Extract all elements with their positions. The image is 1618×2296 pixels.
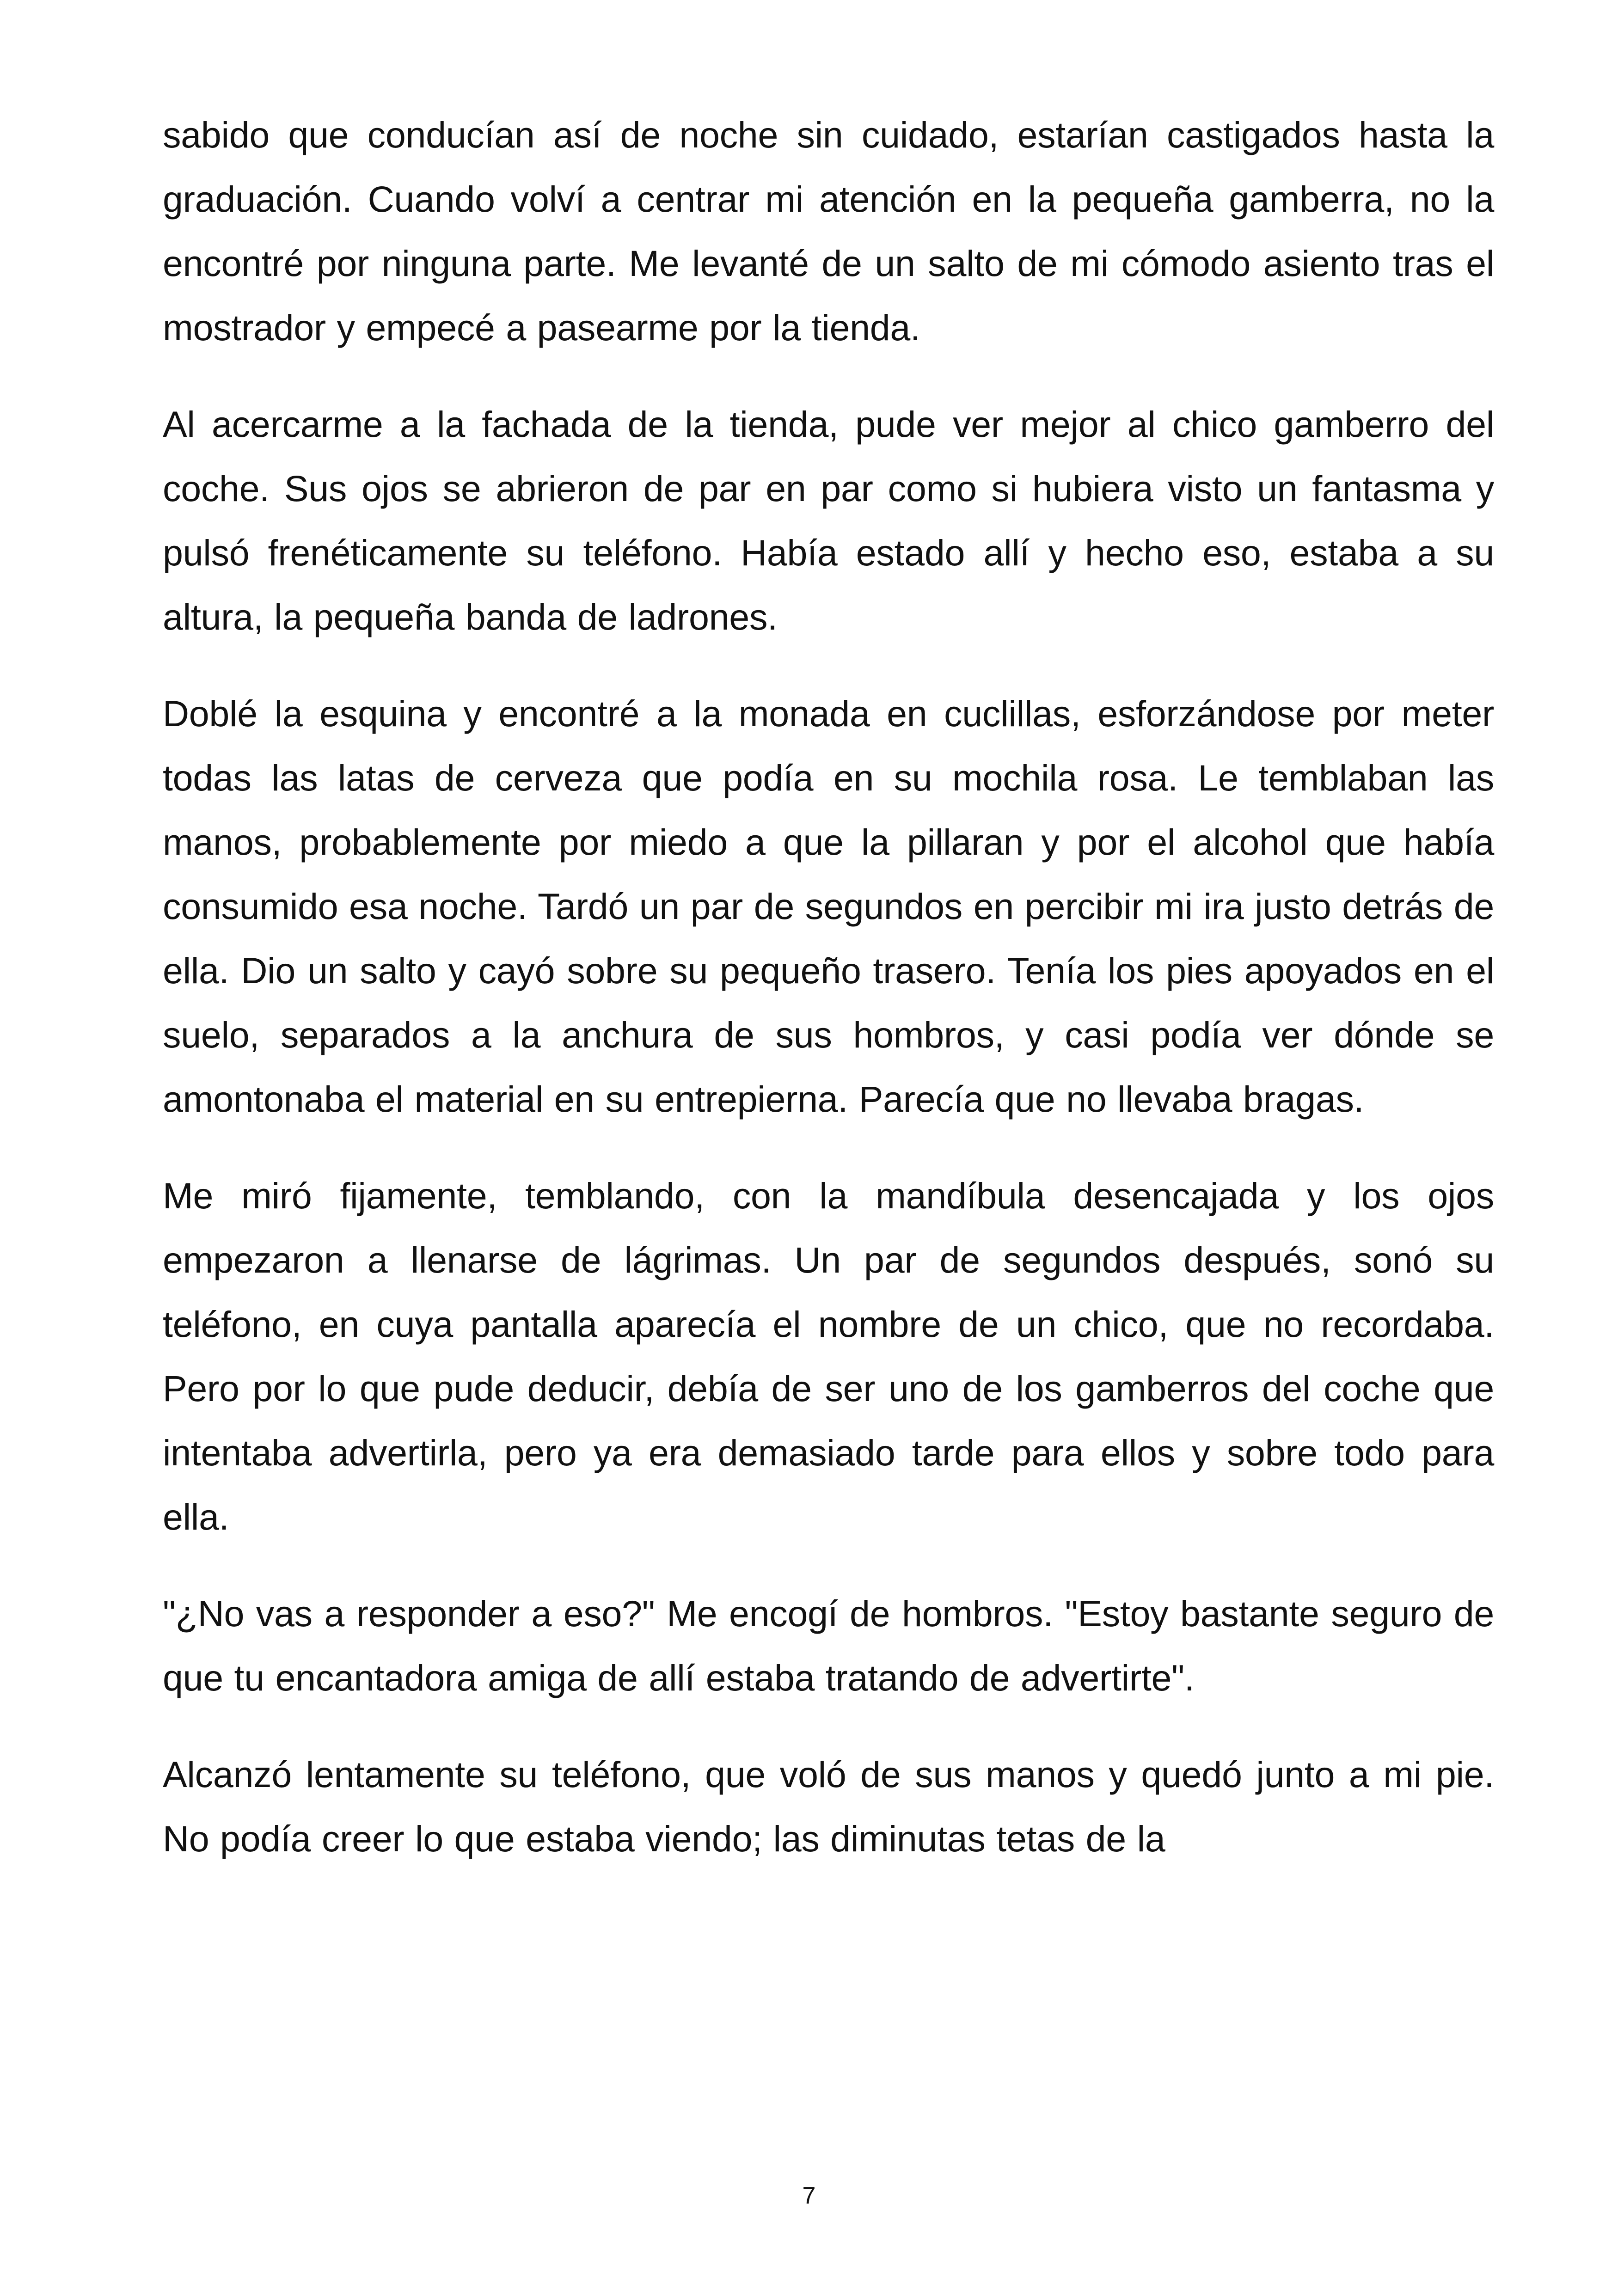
paragraph-5: "¿No vas a responder a eso?" Me encogí de hombros. "Estoy bastante seguro de que tu encantadora amiga de allí estaba tratando de advertirte". bbox=[163, 1593, 1494, 1698]
page-number: 7 bbox=[802, 2182, 816, 2209]
paragraph-1: sabido que conducían así de noche sin cuidado, estarían castigados hasta la graduación. Cuando volví a centrar mi atención en la pequeña gamberra, no la encontré por ninguna parte. Me levanté de un salto de mi cómodo asiento tras el mostrador y empecé a pasearme por la tienda. bbox=[163, 114, 1494, 348]
paragraph-6: Alcanzó lentamente su teléfono, que voló de sus manos y quedó junto a mi pie. No podía creer lo que estaba viendo; las diminutas tetas de la bbox=[163, 1754, 1494, 1859]
paragraph-4: Me miró fijamente, temblando, con la mandíbula desencajada y los ojos empezaron a llenarse de lágrimas. Un par de segundos después, sonó su teléfono, en cuya pantalla aparecía el nombre de un chico, que no recordaba. Pero por lo que pude deducir, debía de ser uno de los gamberros del coche que intentaba advertirla, pero ya era demasiado tarde para ellos y sobre todo para ella. bbox=[163, 1175, 1494, 1537]
paragraph-2: Al acercarme a la fachada de la tienda, pude ver mejor al chico gamberro del coche. Sus ojos se abrieron de par en par como si hubiera visto un fantasma y pulsó frenéticamente su teléfono. Había estado allí y hecho eso, estaba a su altura, la pequeña banda de ladrones. bbox=[163, 404, 1494, 637]
paragraph-3: Doblé la esquina y encontré a la monada en cuclillas, esforzándose por meter todas las latas de cerveza que podía en su mochila rosa. Le temblaban las manos, probablemente por miedo a que la pillaran y por el alcohol que había consumido esa noche. Tardó un par de segundos en percibir mi ira justo detrás de ella. Dio un salto y cayó sobre su pequeño trasero. Tenía los pies apoyados en el suelo, separados a la anchura de sus hombros, y casi podía ver dónde se amontonaba el material en su entrepierna. Parecía que no llevaba bragas. bbox=[163, 693, 1494, 1120]
body-text bbox=[163, 103, 1494, 1903]
